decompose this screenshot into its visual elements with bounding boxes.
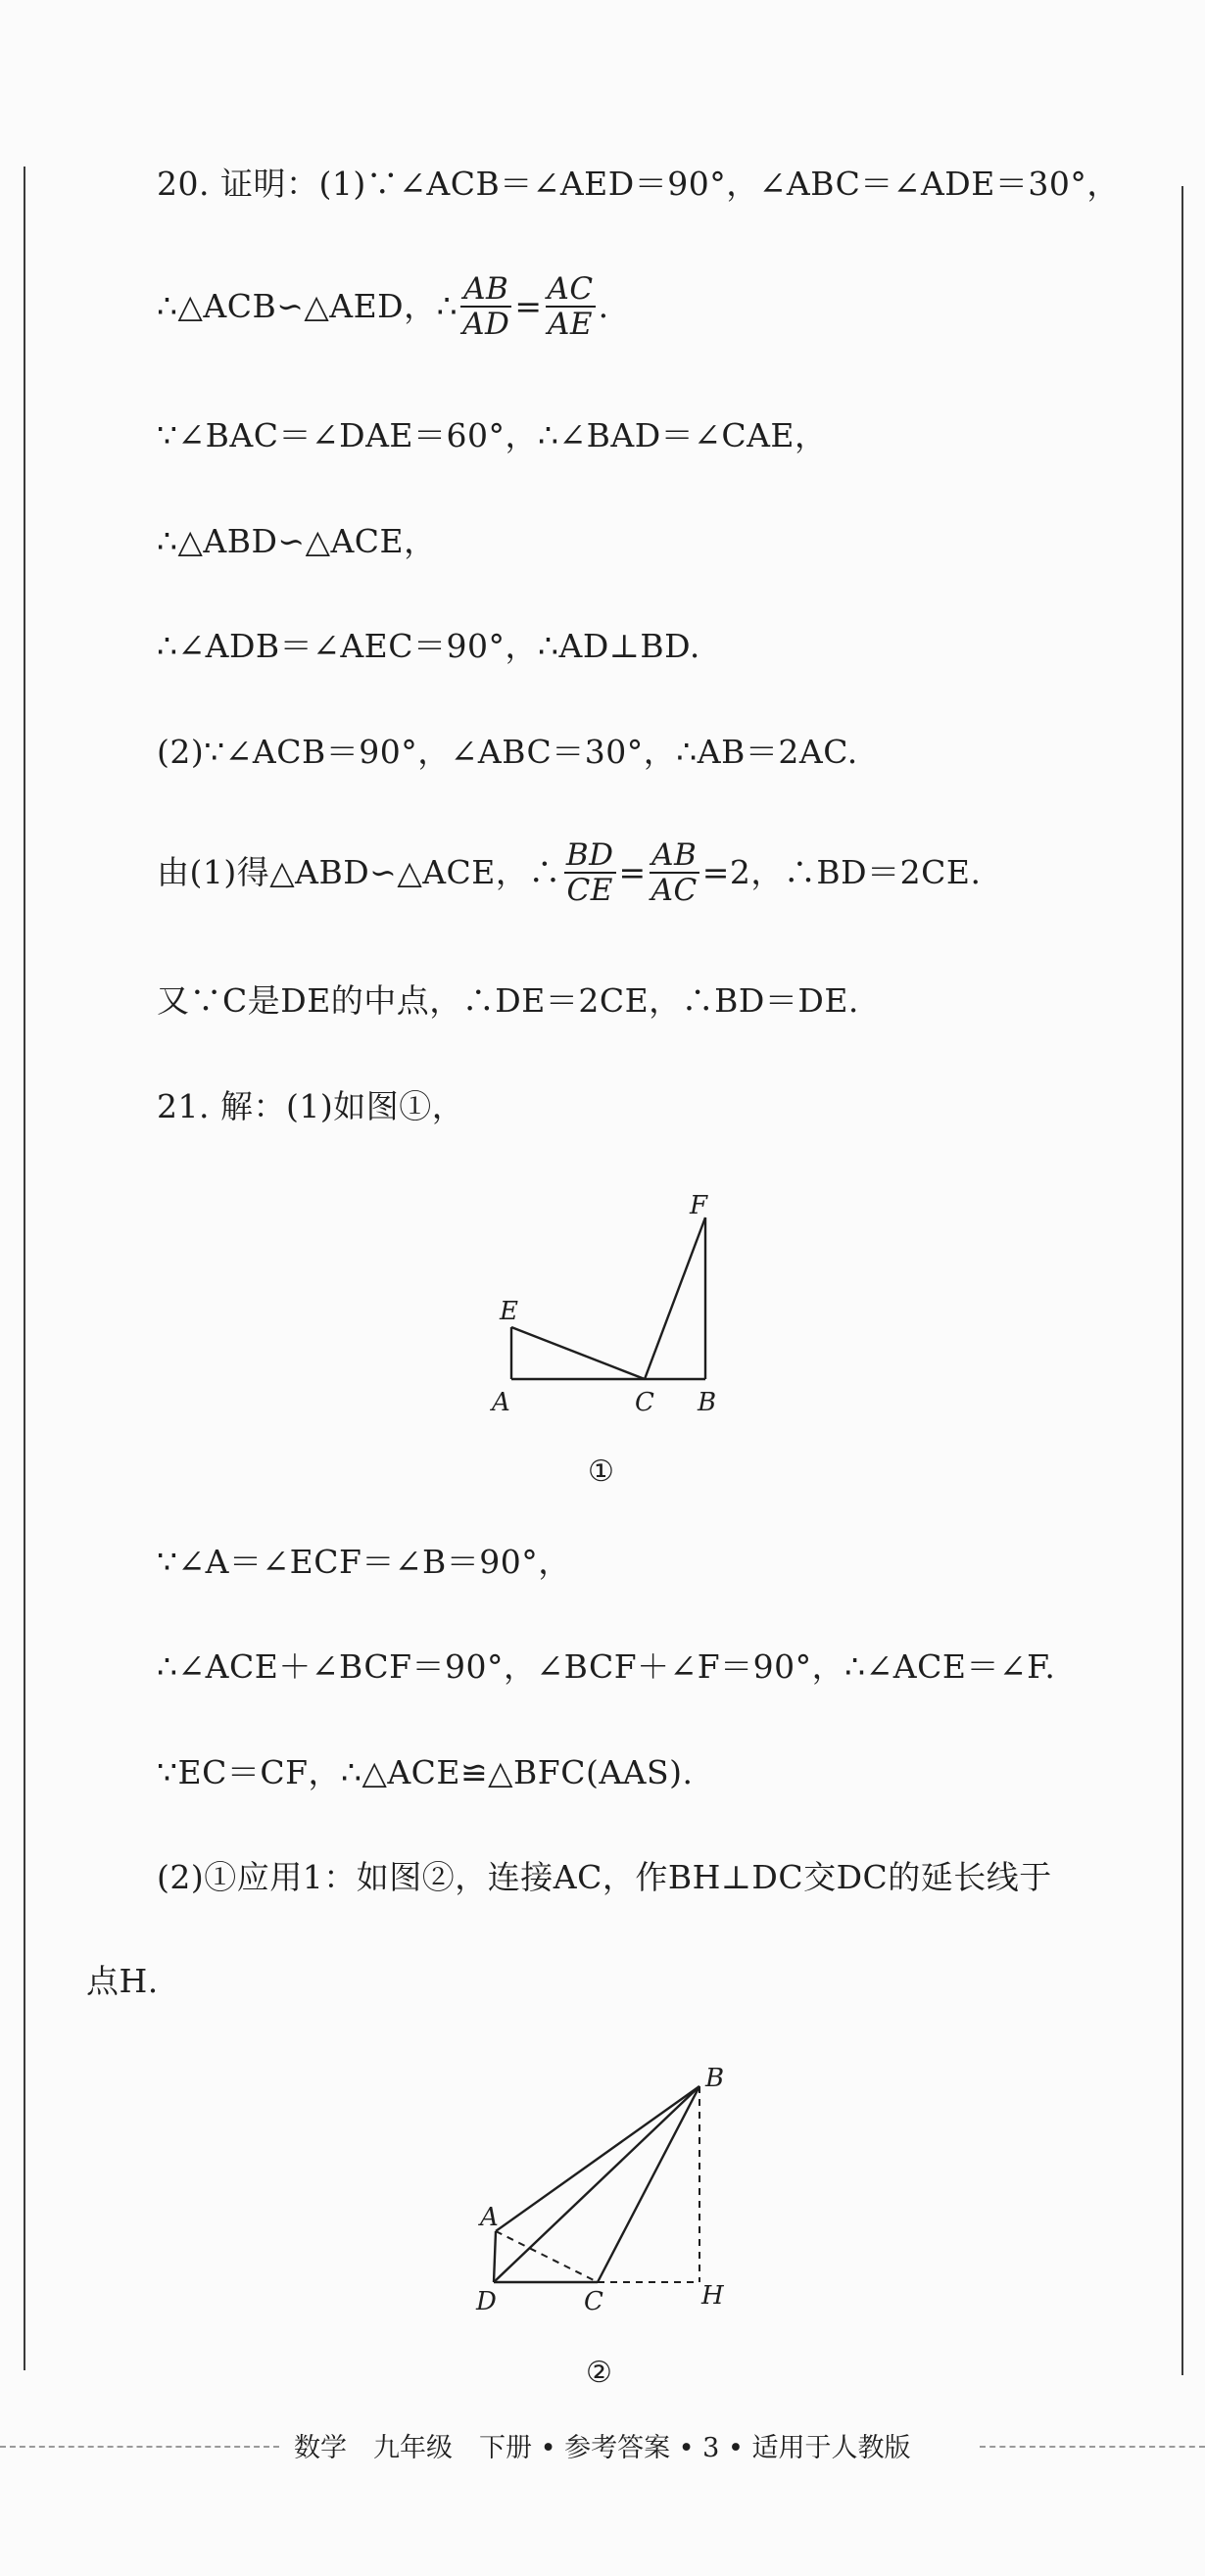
right-border-line [1181, 186, 1183, 2375]
fraction-numerator: AB [460, 272, 511, 308]
proof-line-6: (2)∵∠ACB＝90°，∠ABC＝30°，∴AB＝2AC. [157, 733, 858, 771]
fraction-denominator: AC [651, 873, 698, 908]
footer-dashed-line-left [0, 2446, 279, 2448]
segment-ec [511, 1327, 645, 1379]
fraction-denominator: AE [548, 307, 594, 342]
fraction-numerator: AC [547, 271, 594, 307]
proof-line-7-suffix: =2，∴BD＝2CE. [701, 853, 982, 891]
proof-line-2-prefix: ∴△ACB∽△AED，∴ [157, 287, 458, 325]
left-border-line [24, 167, 25, 2370]
fraction-numerator: AB [650, 838, 699, 874]
footer-text: 数学 九年级 下册 • 参考答案 • 3 • 适用于人教版 [294, 2433, 911, 2463]
segment-db [494, 2086, 699, 2282]
solution-line-11: ∴∠ACE＋∠BCF＝90°，∠BCF＋∠F＝90°，∴∠ACE＝∠F. [157, 1647, 1056, 1686]
proof-line-3: ∵∠BAC＝∠DAE＝60°，∴∠BAD＝∠CAE， [157, 416, 828, 454]
fraction-ab-ac [650, 838, 699, 907]
figure-1-diagram [480, 1190, 735, 1425]
figure-2-diagram [460, 2057, 745, 2321]
proof-line-7-prefix: 由(1)得△ABD∽△ACE，∴ [157, 853, 561, 891]
point-label-b: B [705, 2064, 725, 2093]
point-label-c: C [635, 1388, 654, 1417]
segment-cb [598, 2086, 699, 2282]
fraction-numerator: BD [565, 837, 614, 873]
segment-ad [494, 2231, 496, 2282]
point-label-e: E [500, 1297, 518, 1326]
page-footer [0, 2424, 1205, 2473]
proof-line-7 [157, 838, 981, 907]
segment-ab [496, 2086, 699, 2231]
proof-line-1: 20. 证明：(1)∵∠ACB＝∠AED＝90°，∠ABC＝∠ADE＝30°， [157, 165, 1120, 203]
proof-line-2-suffix: . [598, 287, 609, 325]
fraction-denominator: CE [566, 873, 613, 908]
figure-2-caption: ② [586, 2356, 612, 2390]
point-label-d: D [476, 2287, 497, 2316]
figure-1-caption: ① [588, 1455, 614, 1489]
proof-line-4: ∴△ABD∽△ACE， [157, 522, 437, 560]
fraction-denominator: AD [462, 307, 510, 342]
proof-line-5: ∴∠ADB＝∠AEC＝90°，∴AD⊥BD. [157, 627, 700, 665]
point-label-a: A [492, 1388, 510, 1417]
solution-line-12: ∵EC＝CF，∴△ACE≌△BFC(AAS). [157, 1753, 694, 1791]
footer-dashed-line-right [980, 2446, 1205, 2448]
point-label-b: B [698, 1388, 717, 1417]
solution-line-13: (2)①应用1：如图②，连接AC，作BH⊥DC交DC的延长线于 [157, 1858, 1052, 1896]
solution-line-9: 21. 解：(1)如图①， [157, 1087, 465, 1125]
equals-sign: = [514, 287, 543, 325]
point-label-h: H [701, 2281, 724, 2311]
point-label-a: A [480, 2203, 499, 2232]
point-label-f: F [690, 1191, 708, 1220]
proof-line-2 [157, 272, 609, 341]
solution-line-14: 点H. [86, 1962, 159, 2000]
solution-line-10: ∵∠A＝∠ECF＝∠B＝90°， [157, 1543, 571, 1581]
fraction-ac-ae [546, 272, 596, 341]
fraction-ab-ad [460, 272, 511, 341]
point-label-c: C [584, 2287, 603, 2316]
dashed-segment-ac [496, 2231, 598, 2282]
equals-sign: = [618, 853, 647, 891]
fraction-bd-ce [564, 838, 616, 907]
segment-cf [645, 1217, 705, 1379]
proof-line-8: 又∵C是DE的中点，∴DE＝2CE，∴BD＝DE. [157, 981, 859, 1020]
